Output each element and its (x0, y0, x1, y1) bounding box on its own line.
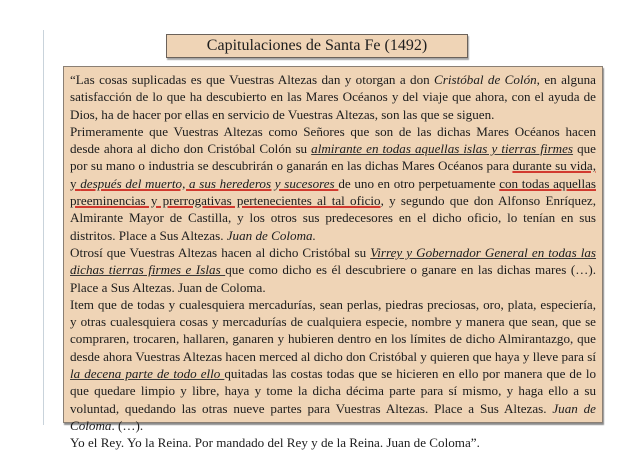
highlight-heirs: después del muerto, a sus herederos y sucesores (80, 175, 339, 191)
text-run: quitadas las costas todas que se hicieren en ello por manera que de lo que quedare limpio y libre, haya y tome la dicha décima parte para sí mismo, y haga ello a su voluntad, quedando las otras nueve partes para Vuestras Altezas. Place a Sus Altezas. (70, 366, 597, 416)
highlight-privileges: con todas aquellas preeminencias y prerrogativas pertenecientes al tal oficio (70, 175, 596, 209)
text-run: que por su mano o industria se descubrirán o ganarán en las dichas Mares Océanos para (70, 141, 596, 174)
document-title (166, 34, 468, 58)
text-run: , y segundo que don Alfonso Enríquez, Almirante Mayor de Castilla, y los otros sus predecesores en el dicho oficio, lo tenían en sus distritos. Place a Sus Altezas. (70, 193, 596, 243)
left-margin-rule (43, 30, 44, 425)
title-text: Capitulaciones de Santa Fe (1492) (206, 37, 428, 54)
viceroy-title-emphasis: Virrey y Gobernador General en todas las dichas tierras firmes e Islas (70, 244, 597, 278)
text-run: de uno en otro perpetuamente (338, 175, 500, 191)
text-run: Otrosí que Vuestras Altezas hacen al dicho Cristóbal su (70, 244, 371, 260)
highlight-lifetime: durante su vida, (512, 158, 596, 174)
signature-coloma: Juan de Coloma (70, 400, 596, 433)
highlight-and: y (70, 175, 81, 191)
paragraph-intro (70, 71, 596, 123)
text-run: “Las cosas suplicadas es que Vuestras Altezas dan y otorgan a don (70, 72, 435, 87)
paragraph-admiral (70, 123, 596, 244)
text-run: Yo el Rey. Yo la Reina. Por mandado del Rey y de la Reina. Juan de Coloma”. (70, 435, 480, 451)
paragraph-tithe (70, 296, 596, 434)
text-run: Primeramente que Vuestras Altezas como Señores que son de las dichas Mares Océanos hacen desde ahora al dicho don Cristóbal Colón su (70, 123, 596, 157)
tenth-part-emphasis: la decena parte de todo ello (70, 366, 225, 382)
quoted-text-box (63, 66, 603, 451)
signature-coloma: Juan de Coloma. (226, 227, 316, 243)
text-run: Item que de todas y cualesquiera mercadurías, sean perlas, piedras preciosas, oro, plata, especiería, y otras cualesquiera cosas y mercadurías de cualquiera especie, nombre y manera que sean, que se compraren, trocaren, hallaren, ganaren y hubieren dentro en los límites de dicho Almirantazgo, que desde ahora Vuestras Altezas hacen merced al dicho don Cristóbal y quieren que haya y lleve para sí (70, 296, 596, 364)
text-run: , en alguna satisfacción de lo que ha descubierto en las Mares Océanos y del viaje que ahora, con el ayuda de Dios, ha de hacer por ellas en servicio de Vuestras Altezas, son las que se siguen. (70, 72, 596, 122)
text-run: que como dicho es él descubriere o ganare en las dichas mares (…). Place a Sus Altezas. Juan de Coloma. (70, 262, 596, 295)
name-colon: Cristóbal de Colón (434, 72, 537, 87)
paragraph-viceroy (70, 244, 596, 296)
text-run: . (…). (111, 417, 144, 433)
admiral-title-emphasis: almirante en todas aquellas islas y tierras firmes (311, 141, 574, 157)
